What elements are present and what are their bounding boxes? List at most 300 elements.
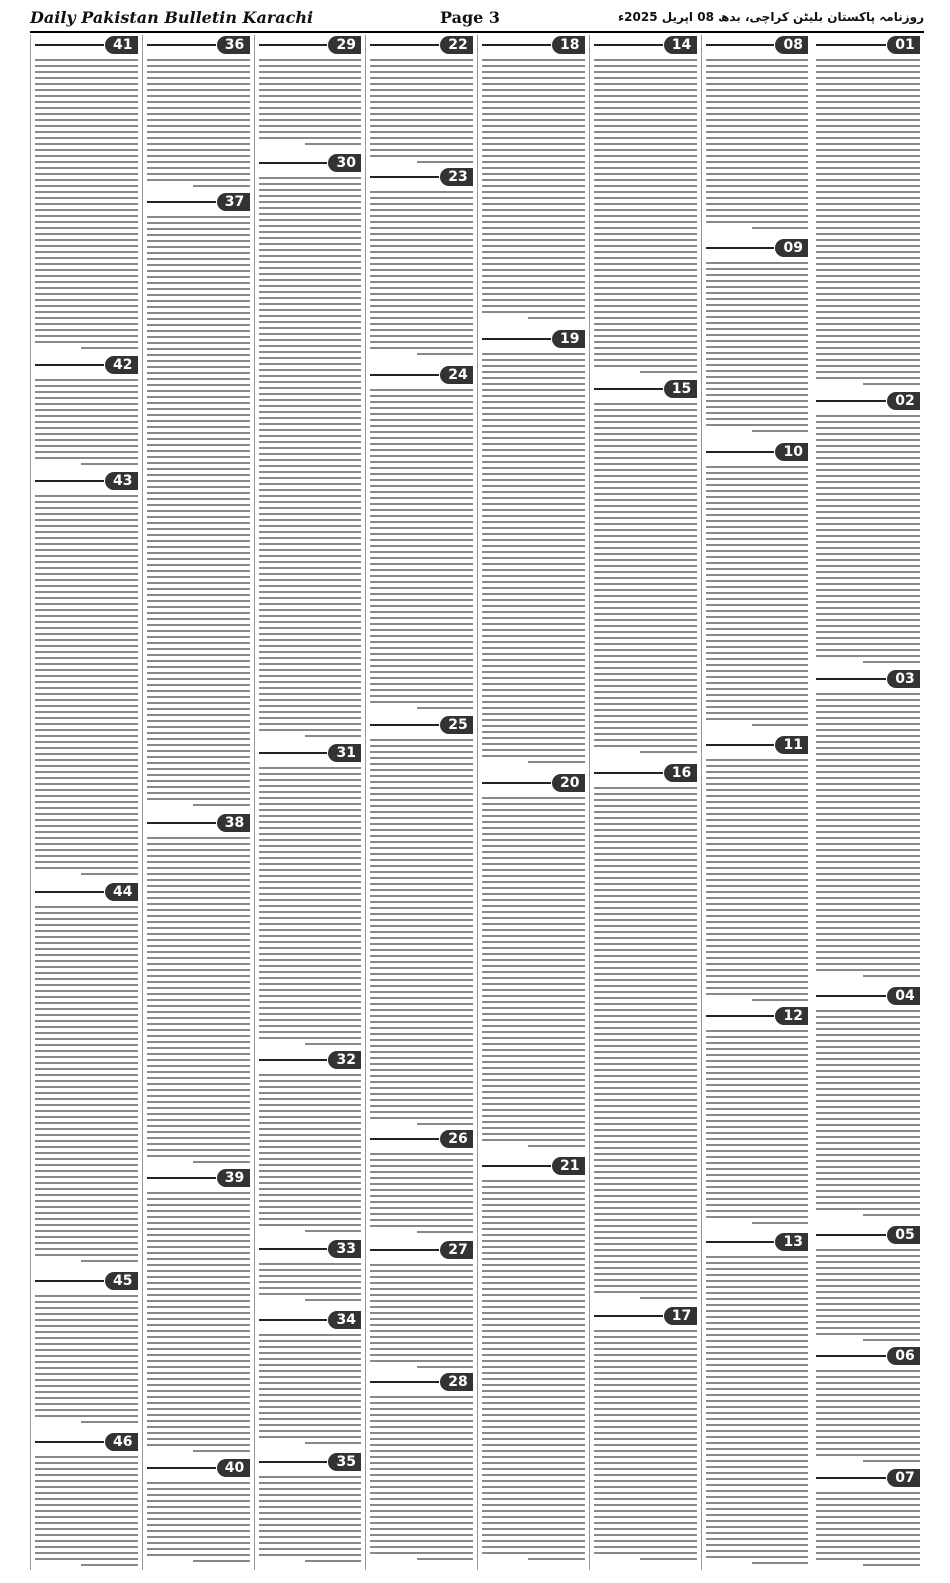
text-line <box>370 1288 473 1290</box>
text-line <box>370 1534 473 1536</box>
text-line <box>482 1228 585 1230</box>
text-line <box>35 1373 138 1375</box>
text-line <box>147 474 250 476</box>
text-line <box>594 859 697 861</box>
text-line <box>147 612 250 614</box>
text-line <box>482 233 585 235</box>
text-line <box>259 1382 362 1384</box>
text-line <box>482 893 585 895</box>
news-item <box>706 35 809 233</box>
text-line <box>147 1518 250 1520</box>
text-line <box>706 538 809 540</box>
text-line <box>594 955 697 957</box>
news-item <box>370 715 473 1129</box>
news-item <box>35 35 138 353</box>
text-line <box>35 341 138 343</box>
text-line <box>35 531 138 533</box>
text-line <box>706 1496 809 1498</box>
text-line <box>35 251 138 253</box>
text-line <box>594 727 697 729</box>
item-tag <box>816 391 920 411</box>
text-line <box>594 529 697 531</box>
text-line <box>816 1184 920 1186</box>
tag-arrow-rule <box>147 1467 216 1469</box>
text-line <box>816 1327 920 1329</box>
text-line <box>594 233 697 235</box>
text-line <box>482 839 585 841</box>
text-line <box>706 262 809 264</box>
text-line <box>482 557 585 559</box>
text-line <box>594 1009 697 1011</box>
text-line <box>259 905 362 907</box>
item-number: 33 <box>328 1240 361 1258</box>
text-line <box>594 1219 697 1221</box>
text-line <box>482 293 585 295</box>
text-line <box>706 789 809 791</box>
text-line <box>370 557 473 559</box>
text-line <box>370 587 473 589</box>
text-line <box>147 522 250 524</box>
text-line <box>35 1068 138 1070</box>
text-line <box>816 825 920 827</box>
text-line <box>370 533 473 535</box>
text-line <box>482 569 585 571</box>
tag-arrow-rule <box>147 44 216 46</box>
item-tag <box>35 1432 138 1452</box>
text-line <box>482 659 585 661</box>
text-line <box>594 335 697 337</box>
text-line <box>259 561 362 563</box>
text-line <box>259 351 362 353</box>
news-item <box>259 743 362 1049</box>
text-line <box>482 371 585 373</box>
item-number: 41 <box>105 36 138 54</box>
tag-arrow-rule <box>370 1381 439 1383</box>
text-line <box>147 234 250 236</box>
text-line <box>147 969 250 971</box>
text-line <box>706 1490 809 1492</box>
text-line <box>482 599 585 601</box>
text-line <box>594 475 697 477</box>
text-line <box>706 556 809 558</box>
text-line <box>816 873 920 875</box>
text-line <box>35 323 138 325</box>
text-line <box>706 1144 809 1146</box>
text-line <box>594 1390 697 1392</box>
text-line <box>259 609 362 611</box>
text-line <box>594 493 697 495</box>
text-line <box>35 1343 138 1345</box>
text-line <box>35 209 138 211</box>
text-line <box>370 1003 473 1005</box>
text-line <box>482 275 585 277</box>
text-line <box>35 1248 138 1250</box>
text-line <box>259 1170 362 1172</box>
text-line <box>816 245 920 247</box>
item-number: 12 <box>775 1007 808 1025</box>
text-line <box>370 1081 473 1083</box>
text-line <box>35 669 138 671</box>
text-line <box>259 645 362 647</box>
item-tag <box>816 669 920 689</box>
text-line <box>816 1442 920 1444</box>
item-text-block <box>147 59 250 187</box>
text-line <box>35 813 138 815</box>
text-line <box>816 717 920 719</box>
text-line <box>370 1264 473 1266</box>
tag-arrow-rule <box>35 44 104 46</box>
text-line <box>816 693 920 695</box>
text-line <box>370 907 473 909</box>
text-line <box>706 155 809 157</box>
text-line <box>370 1075 473 1077</box>
text-line <box>35 657 138 659</box>
text-line <box>147 1548 250 1550</box>
text-line <box>594 547 697 549</box>
text-line <box>706 1036 809 1038</box>
text-line <box>259 219 362 221</box>
text-line <box>35 1194 138 1196</box>
text-line <box>482 1025 585 1027</box>
text-line <box>370 1552 473 1554</box>
text-line <box>259 1424 362 1426</box>
text-line <box>81 463 138 465</box>
text-line <box>594 565 697 567</box>
text-line <box>259 977 362 979</box>
text-line <box>370 431 473 433</box>
text-line <box>35 1218 138 1220</box>
text-line <box>482 215 585 217</box>
text-line <box>482 311 585 313</box>
text-line <box>816 1040 920 1042</box>
text-line <box>370 925 473 927</box>
text-line <box>816 377 920 379</box>
text-line <box>259 1140 362 1142</box>
text-line <box>482 959 585 961</box>
text-line <box>482 1342 585 1344</box>
news-item <box>816 986 920 1220</box>
text-line <box>482 1210 585 1212</box>
text-line <box>147 963 250 965</box>
text-line <box>482 1067 585 1069</box>
text-line <box>706 837 809 839</box>
text-line <box>147 534 250 536</box>
text-line <box>816 1382 920 1384</box>
text-line <box>35 507 138 509</box>
item-tag <box>816 1346 920 1366</box>
text-line <box>594 1171 697 1173</box>
text-line <box>305 1043 362 1045</box>
text-line <box>482 629 585 631</box>
text-line <box>594 871 697 873</box>
text-line <box>259 375 362 377</box>
text-line <box>706 1204 809 1206</box>
text-line <box>594 1105 697 1107</box>
text-line <box>305 1560 362 1562</box>
text-line <box>482 443 585 445</box>
text-line <box>259 1524 362 1526</box>
text-line <box>35 615 138 617</box>
text-line <box>816 909 920 911</box>
text-line <box>147 606 250 608</box>
text-line <box>706 951 809 953</box>
text-line <box>147 1390 250 1392</box>
text-line <box>370 739 473 741</box>
text-line <box>706 855 809 857</box>
text-line <box>370 1015 473 1017</box>
text-line <box>370 689 473 691</box>
text-line <box>816 1498 920 1500</box>
text-line <box>594 1033 697 1035</box>
text-line <box>305 1442 362 1444</box>
text-line <box>816 963 920 965</box>
text-line <box>147 939 250 941</box>
text-line <box>816 595 920 597</box>
text-line <box>594 1273 697 1275</box>
tag-arrow-rule <box>706 744 775 746</box>
text-line <box>482 1007 585 1009</box>
text-line <box>370 1510 473 1512</box>
text-line <box>35 155 138 157</box>
text-line <box>816 951 920 953</box>
text-line <box>706 1454 809 1456</box>
text-line <box>370 1486 473 1488</box>
text-line <box>706 352 809 354</box>
text-line <box>259 417 362 419</box>
news-item <box>147 813 250 1167</box>
text-line <box>35 89 138 91</box>
text-line <box>35 549 138 551</box>
text-line <box>594 1099 697 1101</box>
text-line <box>35 597 138 599</box>
text-line <box>482 1115 585 1117</box>
text-line <box>259 1013 362 1015</box>
text-line <box>259 1376 362 1378</box>
item-number: 26 <box>440 1130 473 1148</box>
item-number: 16 <box>664 764 697 782</box>
text-line <box>816 1412 920 1414</box>
text-line <box>594 1117 697 1119</box>
item-tag <box>706 735 809 755</box>
text-line <box>35 439 138 441</box>
text-line <box>370 299 473 301</box>
text-line <box>706 640 809 642</box>
text-line <box>594 1546 697 1548</box>
text-line <box>259 1146 362 1148</box>
text-line <box>35 59 138 61</box>
text-line <box>370 155 473 157</box>
text-line <box>706 472 809 474</box>
text-line <box>35 1456 138 1458</box>
text-line <box>370 1045 473 1047</box>
text-line <box>482 1103 585 1105</box>
text-line <box>147 360 250 362</box>
text-line <box>35 747 138 749</box>
text-line <box>594 365 697 367</box>
text-line <box>706 1328 809 1330</box>
text-line <box>35 855 138 857</box>
text-line <box>35 311 138 313</box>
news-item <box>147 35 250 191</box>
text-line <box>482 401 585 403</box>
text-line <box>482 425 585 427</box>
text-line <box>594 251 697 253</box>
text-line <box>594 1015 697 1017</box>
text-line <box>706 1192 809 1194</box>
text-line <box>482 581 585 583</box>
text-line <box>147 1354 250 1356</box>
text-line <box>370 479 473 481</box>
text-line <box>594 1081 697 1083</box>
text-line <box>370 593 473 595</box>
text-line <box>594 209 697 211</box>
text-line <box>259 827 362 829</box>
text-line <box>147 1524 250 1526</box>
text-line <box>370 611 473 613</box>
text-line <box>482 1384 585 1386</box>
item-number: 03 <box>887 670 920 688</box>
item-number: 46 <box>105 1433 138 1451</box>
text-line <box>594 703 697 705</box>
text-line <box>594 721 697 723</box>
text-line <box>482 1438 585 1440</box>
text-line <box>706 598 809 600</box>
text-line <box>482 77 585 79</box>
text-line <box>816 239 920 241</box>
text-line <box>594 1366 697 1368</box>
text-line <box>706 813 809 815</box>
item-text-block <box>259 1074 362 1232</box>
text-line <box>147 294 250 296</box>
text-line <box>594 1147 697 1149</box>
text-line <box>259 1412 362 1414</box>
text-line <box>147 89 250 91</box>
text-line <box>816 813 920 815</box>
item-text-block <box>147 1482 250 1562</box>
text-line <box>259 1488 362 1490</box>
text-line <box>706 1084 809 1086</box>
text-line <box>594 1516 697 1518</box>
text-line <box>482 635 585 637</box>
text-line <box>370 1456 473 1458</box>
text-line <box>147 861 250 863</box>
news-item <box>594 1306 697 1564</box>
text-line <box>35 197 138 199</box>
text-line <box>370 931 473 933</box>
text-line <box>482 461 585 463</box>
text-line <box>147 306 250 308</box>
text-line <box>370 1057 473 1059</box>
text-line <box>259 1388 362 1390</box>
text-line <box>370 89 473 91</box>
text-line <box>594 1195 697 1197</box>
text-line <box>594 601 697 603</box>
text-line <box>594 1075 697 1077</box>
item-text-block <box>370 739 473 1125</box>
text-line <box>482 689 585 691</box>
column <box>30 35 142 1570</box>
text-line <box>259 399 362 401</box>
text-line <box>147 155 250 157</box>
text-line <box>594 101 697 103</box>
text-line <box>482 707 585 709</box>
text-line <box>370 389 473 391</box>
text-line <box>816 1528 920 1530</box>
text-line <box>147 1059 250 1061</box>
text-line <box>482 473 585 475</box>
text-line <box>147 873 250 875</box>
text-line <box>259 1518 362 1520</box>
text-line <box>35 143 138 145</box>
text-line <box>259 1086 362 1088</box>
text-line <box>594 991 697 993</box>
text-line <box>370 775 473 777</box>
text-line <box>370 221 473 223</box>
text-line <box>259 1074 362 1076</box>
tag-arrow-rule <box>259 1059 328 1061</box>
text-line <box>482 1139 585 1141</box>
text-line <box>147 408 250 410</box>
text-line <box>594 1378 697 1380</box>
item-number: 39 <box>217 1169 250 1187</box>
news-item <box>35 1432 138 1570</box>
text-line <box>35 293 138 295</box>
text-line <box>640 1558 697 1560</box>
text-line <box>706 592 809 594</box>
text-line <box>594 469 697 471</box>
text-line <box>259 525 362 527</box>
text-line <box>259 549 362 551</box>
text-line <box>706 1556 809 1558</box>
news-item <box>816 35 920 389</box>
text-line <box>370 245 473 247</box>
text-line <box>259 693 362 695</box>
text-line <box>147 1402 250 1404</box>
text-line <box>594 143 697 145</box>
text-line <box>706 334 809 336</box>
text-line <box>706 209 809 211</box>
text-line <box>147 987 250 989</box>
text-line <box>259 95 362 97</box>
tag-arrow-rule <box>816 44 886 46</box>
text-line <box>816 1088 920 1090</box>
text-line <box>706 418 809 420</box>
text-line <box>370 1468 473 1470</box>
text-line <box>35 1325 138 1327</box>
text-line <box>706 394 809 396</box>
text-line <box>482 899 585 901</box>
text-line <box>816 107 920 109</box>
text-line <box>35 867 138 869</box>
text-line <box>370 841 473 843</box>
text-line <box>706 652 809 654</box>
text-line <box>35 1056 138 1058</box>
text-line <box>594 95 697 97</box>
text-line <box>482 593 585 595</box>
text-line <box>706 1108 809 1110</box>
text-line <box>816 921 920 923</box>
text-line <box>370 143 473 145</box>
text-line <box>147 1137 250 1139</box>
text-line <box>35 948 138 950</box>
text-line <box>147 660 250 662</box>
item-number: 34 <box>328 1311 361 1329</box>
text-line <box>35 1038 138 1040</box>
text-line <box>259 923 362 925</box>
text-line <box>259 1031 362 1033</box>
text-line <box>370 491 473 493</box>
text-line <box>259 279 362 281</box>
